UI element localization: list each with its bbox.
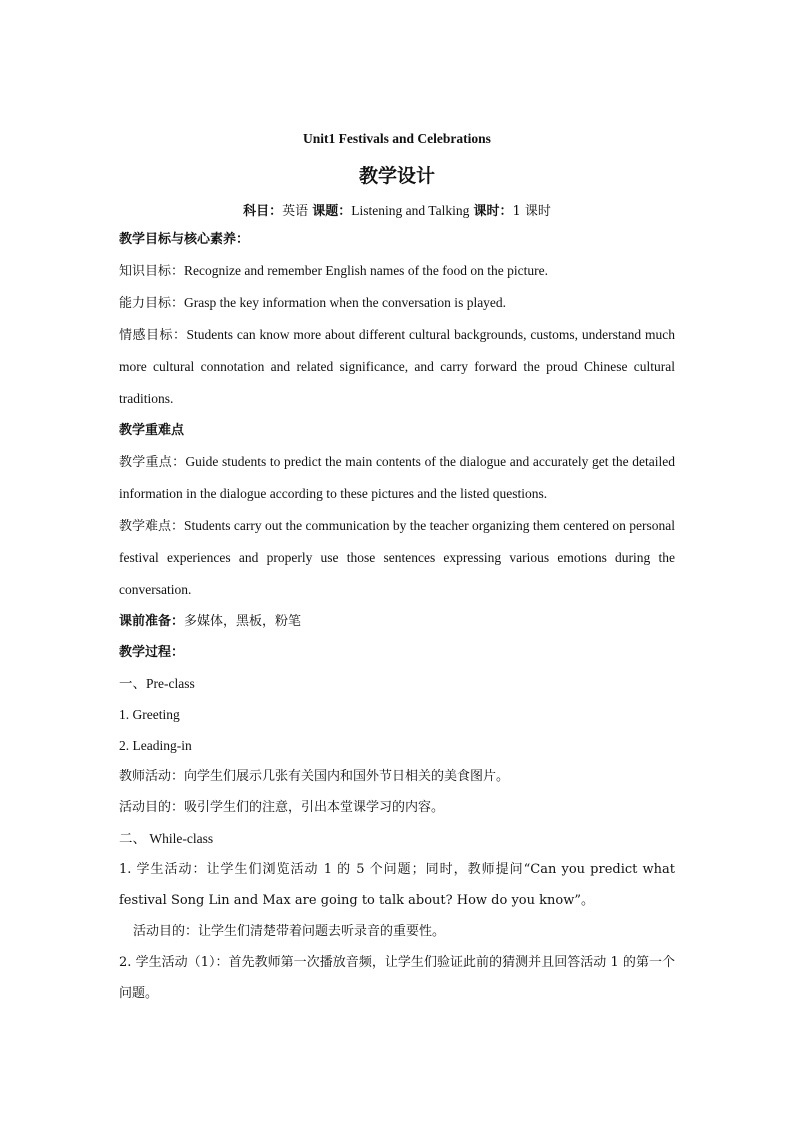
knowledge-goal xyxy=(119,255,675,287)
subject-label: 科目： xyxy=(243,204,283,219)
subject-value: 英语 xyxy=(282,204,309,219)
teacher-activity: 教师活动：向学生们展示几张有关国内和国外节日相关的美食图片。 xyxy=(119,769,510,784)
emotion-goal-text: Students can know more about different cultural backgrounds, customs, understand much more cultural connotation and related significance, and carry forward the proud Chinese cultural traditions. xyxy=(119,327,675,406)
section-while-class: 二、 While-class xyxy=(119,831,214,846)
topic-value: Listening and Talking xyxy=(351,203,470,218)
preparation xyxy=(119,606,675,637)
item-greeting: 1. Greeting xyxy=(119,707,180,722)
key-point-text: Guide students to predict the main contents of the dialogue and accurately get the detailed information in the dialogue according to these pictures and the listed questions. xyxy=(119,454,675,501)
item-leading-in: 2. Leading-in xyxy=(119,738,192,753)
preparation-text: 多媒体，黑板，粉笔 xyxy=(184,614,302,629)
activity-purpose-2: 活动目的：让学生们清楚带着问题去听录音的重要性。 xyxy=(133,924,446,939)
student-activity-2: 2. 学生活动（1）：首先教师第一次播放音频，让学生们验证此前的猜测并且回答活动 1 的第一个问题。 xyxy=(119,955,675,1001)
course-meta xyxy=(119,198,675,224)
preparation-label: 课前准备： xyxy=(119,614,185,629)
period-value: 1 课时 xyxy=(512,204,551,219)
document-title: Unit1 Festivals and Celebrations xyxy=(303,131,491,146)
ability-goal-text: Grasp the key information when the conversation is played. xyxy=(184,295,507,310)
difficult-point xyxy=(119,510,675,606)
difficult-point-text: Students carry out the communication by the teacher organizing them centered on personal festival experiences and properly use those sentences expressing various emotions during the conversation. xyxy=(119,518,675,597)
period-label: 课时： xyxy=(473,204,513,219)
knowledge-goal-text: Recognize and remember English names of the food on the picture. xyxy=(184,263,549,278)
document-body xyxy=(119,124,675,1009)
key-point-label: 教学重点： xyxy=(119,455,186,470)
key-point xyxy=(119,446,675,510)
emotion-goal-label: 情感目标： xyxy=(119,328,187,343)
key-difficult-heading: 教学重难点 xyxy=(119,423,185,438)
topic-label: 课题： xyxy=(312,204,352,219)
process-heading: 教学过程： xyxy=(119,645,185,660)
goals-heading: 教学目标与核心素养： xyxy=(119,232,250,247)
student-activity-1: 1. 学生活动：让学生们浏览活动 1 的 5 个问题；同时，教师提问“Can you predict what festival Song Lin and Max are going to talk about? How do you know”。 xyxy=(119,862,675,908)
ability-goal xyxy=(119,287,675,319)
activity-purpose-1: 活动目的：吸引学生们的注意，引出本堂课学习的内容。 xyxy=(119,800,445,815)
emotion-goal xyxy=(119,319,675,415)
difficult-point-label: 教学难点： xyxy=(119,519,185,534)
document-subtitle: 教学设计 xyxy=(358,165,435,187)
section-pre-class: 一、Pre-class xyxy=(119,676,195,691)
knowledge-goal-label: 知识目标： xyxy=(119,264,185,279)
ability-goal-label: 能力目标： xyxy=(119,296,185,311)
